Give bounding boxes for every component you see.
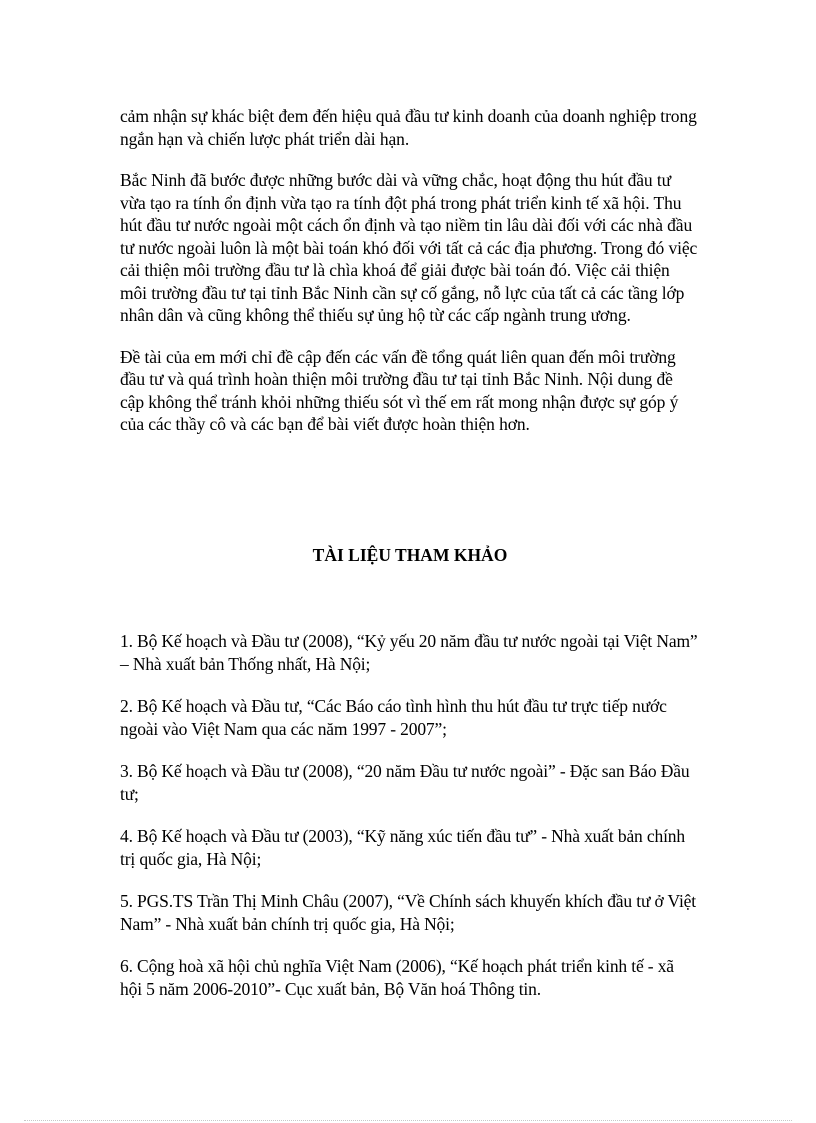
reference-item-1: 1. Bộ Kế hoạch và Đầu tư (2008), “Kỷ yếu 20 năm đầu tư nước ngoài tại Việt Nam” – Nhà xuất bản Thống nhất, Hà Nội; xyxy=(120,631,698,674)
references-heading: TÀI LIỆU THAM KHẢO xyxy=(312,545,508,565)
reference-item-6: 6. Cộng hoà xã hội chủ nghĩa Việt Nam (2006), “Kế hoạch phát triển kinh tế - xã hội 5 năm 2006-2010”- Cục xuất bản, Bộ Văn hoá Thông tin. xyxy=(120,956,674,999)
paragraph-2: Bắc Ninh đã bước được những bước dài và vững chắc, hoạt động thu hút đầu tư vừa tạo ra tính ổn định vừa tạo ra tính đột phá trong phát triển kinh tế xã hội. Thu hút đầu tư nước ngoài một cách ổn định và tạo niềm tin lâu dài đối với các nhà đầu tư nước ngoài luôn là một bài toán khó đối với tất cả các địa phương. Trong đó việc cải thiện môi trường đầu tư là chìa khoá để giải được bài toán đó. Việc cải thiện môi trường đầu tư tại tỉnh Bắc Ninh cần sự cố gắng, nỗ lực của tất cả các tầng lớp nhân dân và cũng không thể thiếu sự ủng hộ từ các cấp ngành trung ương. xyxy=(120,170,698,325)
reference-item-5: 5. PGS.TS Trần Thị Minh Châu (2007), “Về Chính sách khuyến khích đầu tư ở Việt Nam” - Nhà xuất bản chính trị quốc gia, Hà Nội; xyxy=(120,891,697,934)
body-text xyxy=(120,105,700,455)
paragraph-3: Đề tài của em mới chỉ đề cập đến các vấn đề tổng quát liên quan đến môi trường đầu tư và quá trình hoàn thiện môi trường đầu tư tại tỉnh Bắc Ninh. Nội dung đề cập không thể tránh khỏi những thiếu sót vì thế em rất mong nhận được sự góp ý của các thầy cô và các bạn để bài viết được hoàn thiện hơn. xyxy=(120,346,679,434)
reference-item-4: 4. Bộ Kế hoạch và Đầu tư (2003), “Kỹ năng xúc tiến đầu tư” - Nhà xuất bản chính trị quốc gia, Hà Nội; xyxy=(120,826,686,869)
paragraph-1: cảm nhận sự khác biệt đem đến hiệu quả đầu tư kinh doanh của doanh nghiệp trong ngắn hạn và chiến lược phát triển dài hạn. xyxy=(120,106,697,149)
reference-item-2: 2. Bộ Kế hoạch và Đầu tư, “Các Báo cáo tình hình thu hút đầu tư trực tiếp nước ngoài vào Việt Nam qua các năm 1997 - 2007”; xyxy=(120,696,667,739)
references-list xyxy=(120,630,700,1020)
page-bottom-divider xyxy=(24,1120,792,1121)
reference-item-3: 3. Bộ Kế hoạch và Đầu tư (2008), “20 năm Đầu tư nước ngoài” - Đặc san Báo Đầu tư; xyxy=(120,761,690,804)
